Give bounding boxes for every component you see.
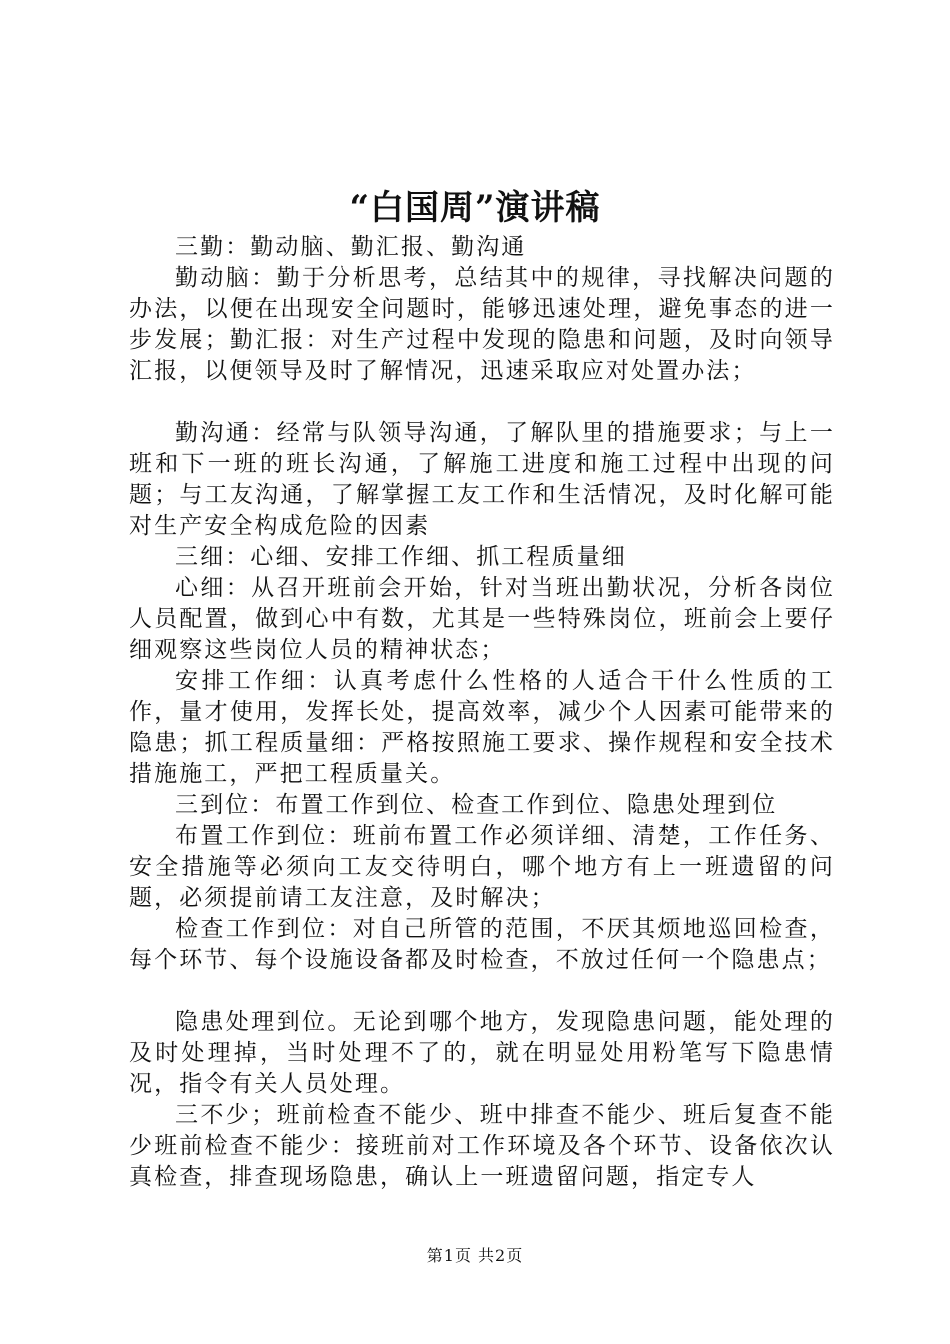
paragraph: 隐患处理到位。无论到哪个地方，发现隐患问题，能处理的及时处理掉，当时处理不了的，就在明显处用粉笔写下隐患情况，指令有关人员处理。 xyxy=(129,1009,835,1097)
paragraph: 勤动脑：勤于分析思考，总结其中的规律，寻找解决问题的办法，以便在出现安全问题时，能够迅速处理，避免事态的进一步发展；勤汇报：对生产过程中发现的隐患和问题，及时向领导汇报，以便领导及时了解情况，迅速采取应对处置办法； xyxy=(129,265,835,384)
paragraph: 布置工作到位：班前布置工作必须详细、清楚，工作任务、安全措施等必须向工友交待明白，哪个地方有上一班遗留的问题，必须提前请工友注意，及时解决； xyxy=(129,823,835,911)
page-number-footer: 第1页 共2页 xyxy=(426,1246,524,1265)
paragraph-section-heading: 三到位：布置工作到位、检查工作到位、隐患处理到位 xyxy=(175,792,778,818)
document-title: “白国周”演讲稿 xyxy=(349,188,601,228)
paragraph-section-heading: 三勤：勤动脑、勤汇报、勤沟通 xyxy=(175,234,527,260)
paragraph: 安排工作细：认真考虑什么性格的人适合干什么性质的工作，量才使用，发挥长处，提高效率，减少个人因素可能带来的隐患；抓工程质量细：严格按照施工要求、操作规程和安全技术措施施工，严把工程质量关。 xyxy=(129,668,835,787)
paragraph: 心细：从召开班前会开始，针对当班出勤状况，分析各岗位人员配置，做到心中有数，尤其是一些特殊岗位，班前会上要仔细观察这些岗位人员的精神状态； xyxy=(129,575,835,663)
paragraph: 勤沟通：经常与队领导沟通，了解队里的措施要求；与上一班和下一班的班长沟通，了解施工进度和施工过程中出现的问题；与工友沟通，了解掌握工友工作和生活情况，及时化解可能对生产安全构成危险的因素 xyxy=(129,420,835,539)
paragraph: 检查工作到位：对自己所管的范围，不厌其烦地巡回检查，每个环节、每个设施设备都及时检查，不放过任何一个隐患点； xyxy=(129,916,835,973)
paragraph: 三不少；班前检查不能少、班中排查不能少、班后复查不能少班前检查不能少：接班前对工作环境及各个环节、设备依次认真检查，排查现场隐患，确认上一班遗留问题，指定专人 xyxy=(129,1102,835,1190)
paragraph-section-heading: 三细：心细、安排工作细、抓工程质量细 xyxy=(175,544,627,570)
document-body xyxy=(129,232,835,1193)
